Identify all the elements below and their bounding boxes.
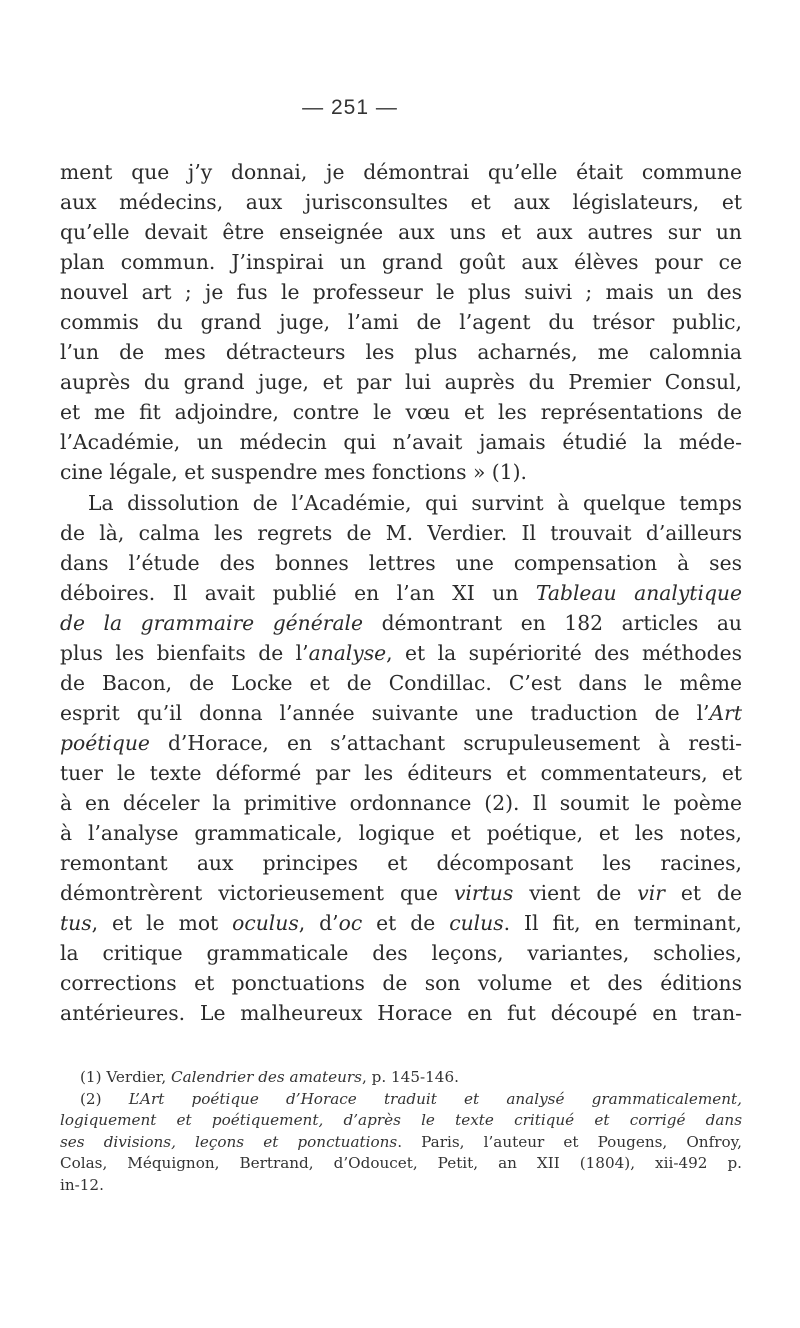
body-line: l’Académie, un médecin qui n’avait jamais étudié la méde- [60,430,742,455]
footnotes-block [60,1067,742,1197]
body-line: antérieures. Le malheureux Horace en fut découpé en tran- [60,1001,742,1026]
footnote-line: logiquement et poétiquement, d’après le texte critiqué et corrigé dans [60,1111,742,1130]
body-line: cine légale, et suspendre mes fonctions » (1). [60,460,527,485]
page-number: — 251 — [302,96,398,119]
footnote-line: in-12. [60,1175,104,1194]
footnote-line: ses divisions, leçons et ponctuations. Paris, l’auteur et Pougens, Onfroy, [60,1132,742,1151]
body-line: et me fit adjoindre, contre le vœu et les représentations de [60,400,742,425]
body-line: La dissolution de l’Académie, qui survint à quelque temps [88,490,742,515]
body-line: plan commun. J’inspirai un grand goût aux élèves pour ce [60,250,742,275]
body-line: qu’elle devait être enseignée aux uns et aux autres sur un [60,220,742,245]
body-line: ment que j’y donnai, je démontrai qu’elle était commune [60,160,742,184]
body-line: corrections et ponctuations de son volume et des éditions [60,971,742,996]
body-line: auprès du grand juge, et par lui auprès du Premier Consul, [60,370,742,395]
body-line: de là, calma les regrets de M. Verdier. Il trouvait d’ailleurs [60,520,742,545]
body-line: esprit qu’il donna l’année suivante une traduction de l’Art [60,700,742,725]
body-line: plus les bienfaits de l’analyse, et la supériorité des méthodes [60,640,742,665]
body-line: commis du grand juge, l’ami de l’agent du trésor public, [60,310,742,335]
body-line: poétique d’Horace, en s’attachant scrupuleusement à resti- [60,730,742,755]
body-line: aux médecins, aux jurisconsultes et aux législateurs, et [60,190,742,215]
footnote-line: (1) Verdier, Calendrier des amateurs, p. 145-146. [80,1068,459,1086]
body-line: dans l’étude des bonnes lettres une compensation à ses [60,550,742,575]
body-line: tus, et le mot oculus, d’oc et de culus. Il fit, en terminant, [60,911,742,936]
body-line: de la grammaire générale démontrant en 182 articles au [60,610,742,635]
body-line: à l’analyse grammaticale, logique et poétique, et les notes, [60,821,742,846]
footnote-line: Colas, Méquignon, Bertrand, d’Odoucet, Petit, an XII (1804), xii-492 p. [60,1154,742,1173]
body-line: de Bacon, de Locke et de Condillac. C’est dans le même [60,670,742,695]
body-line: tuer le texte déformé par les éditeurs et commentateurs, et [60,760,742,785]
body-line: à en déceler la primitive ordonnance (2). Il soumit le poème [60,790,742,815]
body-line: la critique grammaticale des leçons, variantes, scholies, [60,941,742,966]
body-line: nouvel art ; je fus le professeur le plus suivi ; mais un des [60,280,742,305]
main-text-block [60,157,742,1028]
body-line: déboires. Il avait publié en l’an XI un Tableau analytique [60,580,742,605]
body-line: remontant aux principes et décomposant les racines, [60,851,742,876]
body-line: démontrèrent victorieusement que virtus vient de vir et de [60,881,742,906]
footnote-line: (2) L’Art poétique d’Horace traduit et analysé grammaticalement, [80,1089,742,1108]
body-line: l’un de mes détracteurs les plus acharnés, me calomnia [60,340,742,365]
